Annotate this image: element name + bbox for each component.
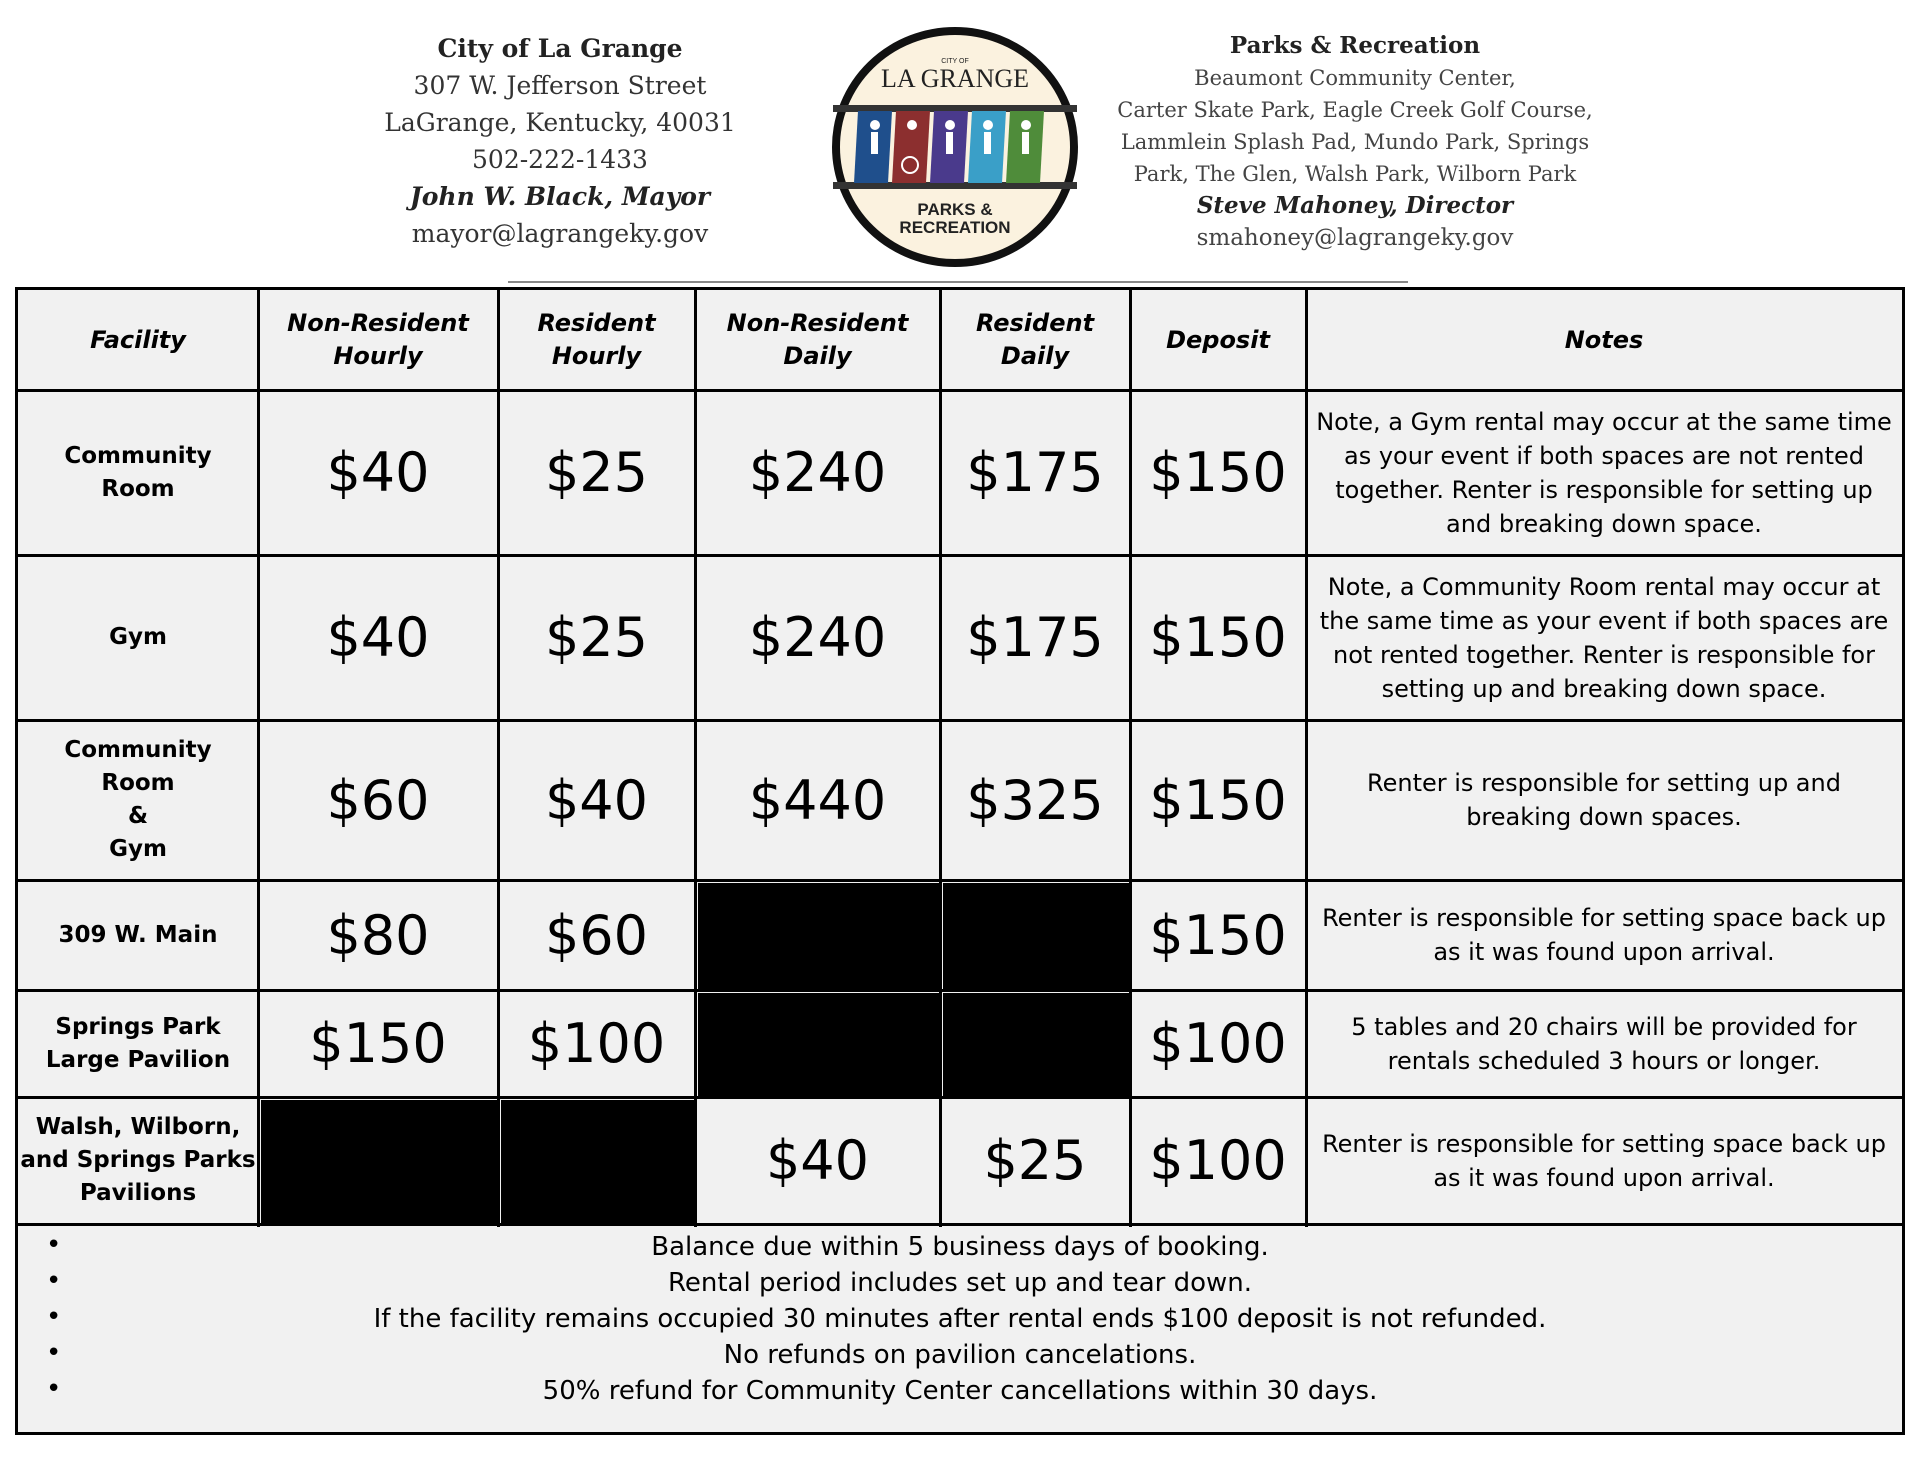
- resident-hourly-price: $25: [544, 606, 649, 669]
- rental-note: Renter is responsible for setting space back up as it was found upon arrival.: [1322, 904, 1886, 966]
- rental-rates-table: [15, 287, 1905, 1435]
- bullet-icon: •: [46, 1302, 62, 1332]
- bullet-icon: •: [46, 1374, 62, 1404]
- rental-policies: [18, 1227, 1902, 1435]
- deposit-price: $100: [1149, 1129, 1287, 1192]
- facility-name-line: Springs Park: [55, 1013, 221, 1040]
- row-divider: [18, 1096, 1902, 1099]
- parks-contact-block: [1115, 30, 1595, 254]
- row-divider: [18, 554, 1902, 557]
- row-divider: [18, 1223, 1902, 1226]
- director-name: Steve Mahoney, Director: [1196, 192, 1514, 219]
- nonresident-hourly-price: $80: [326, 903, 430, 967]
- deposit-price: $150: [1149, 606, 1287, 669]
- unavailable-cell: [501, 1100, 695, 1224]
- unavailable-cell: [698, 993, 940, 1097]
- nonresident-hourly-price: $40: [326, 441, 430, 504]
- deposit-price: $150: [1149, 441, 1287, 504]
- row-divider: [18, 389, 1902, 392]
- svg-text:RECREATION: RECREATION: [899, 218, 1011, 237]
- unavailable-cell: [943, 993, 1130, 1097]
- svg-text:PARKS &: PARKS &: [917, 200, 993, 219]
- nonresident-hourly-price: $60: [326, 768, 430, 832]
- header-deposit: Deposit: [1166, 325, 1270, 354]
- column-divider: [497, 290, 500, 1227]
- rental-note: Note, a Community Room rental may occur at the same time as your event if both spaces are not rented together. Renter is responsible for setting up and breaking down space.: [1319, 572, 1889, 703]
- facility-name-line: Large Pavilion: [45, 1046, 231, 1073]
- facility-name-line: Community: [64, 442, 212, 469]
- svg-text:CITY OF: CITY OF: [941, 58, 969, 65]
- row-divider: [18, 879, 1902, 882]
- mayor-email: mayor@lagrangeky.gov: [411, 219, 709, 248]
- facility-name: [18, 555, 258, 720]
- facility-name-line: Room: [101, 475, 175, 502]
- facility-name-line: &: [127, 803, 149, 829]
- resident-hourly-price: $60: [544, 903, 649, 967]
- header-divider: [508, 281, 1408, 283]
- policy-item: If the facility remains occupied 30 minutes after rental ends $100 deposit is not refunded.: [373, 1304, 1547, 1334]
- resident-hourly-price: $25: [544, 441, 649, 504]
- facility-name-line: Pavilions: [79, 1180, 197, 1206]
- resident-daily-price: $175: [966, 441, 1104, 504]
- header-nonresident-daily: Non-Resident Daily: [726, 309, 909, 370]
- city-contact-block: [360, 30, 760, 252]
- director-email: smahoney@lagrangeky.gov: [1196, 225, 1514, 251]
- resident-hourly-price: $100: [527, 1012, 666, 1075]
- header-facility: Facility: [90, 325, 186, 354]
- column-divider: [1305, 290, 1308, 1227]
- unavailable-cell: [698, 883, 940, 990]
- parks-recreation-logo: [830, 25, 1080, 269]
- facility-name-line: Gym: [109, 836, 167, 862]
- rental-note: Renter is responsible for setting space back up as it was found upon arrival.: [1322, 1129, 1886, 1192]
- facility-name-line: Community: [64, 737, 212, 763]
- facility-name-line: Room: [101, 770, 175, 796]
- deposit-price: $100: [1149, 1012, 1287, 1075]
- resident-daily-price: $25: [983, 1129, 1087, 1192]
- facility-name-line: 309 W. Main: [58, 921, 218, 948]
- facility-list-line-2: Carter Skate Park, Eagle Creek Golf Course,: [1117, 98, 1593, 122]
- column-divider: [694, 290, 697, 1227]
- facility-name: [18, 720, 258, 880]
- header-notes: Notes: [1564, 325, 1644, 354]
- row-divider: [18, 989, 1902, 992]
- facility-name-line: and Springs Parks: [20, 1147, 256, 1173]
- row-divider: [18, 719, 1902, 722]
- unavailable-cell: [943, 883, 1130, 990]
- header-nonresident-hourly: Non-Resident Hourly: [287, 309, 469, 370]
- bullet-icon: •: [46, 1230, 62, 1260]
- facility-name-line: Gym: [109, 624, 167, 650]
- header-resident-hourly: Resident Hourly: [537, 309, 656, 370]
- city-location: LaGrange, Kentucky, 40031: [384, 108, 736, 137]
- bullet-icon: •: [46, 1338, 62, 1368]
- nonresident-daily-price: $40: [765, 1129, 870, 1192]
- policy-item: 50% refund for Community Center cancellations within 30 days.: [542, 1376, 1378, 1406]
- policy-item: Balance due within 5 business days of booking.: [651, 1232, 1269, 1262]
- column-divider: [1129, 290, 1132, 1227]
- svg-text:LA GRANGE: LA GRANGE: [880, 64, 1030, 93]
- policy-item: Rental period includes set up and tear down.: [667, 1268, 1252, 1298]
- deposit-price: $150: [1149, 768, 1287, 832]
- facility-list-line-1: Beaumont Community Center,: [1194, 66, 1516, 90]
- nonresident-hourly-price: $150: [309, 1012, 447, 1075]
- city-name: City of La Grange: [437, 34, 683, 63]
- resident-daily-price: $175: [966, 606, 1104, 669]
- city-street: 307 W. Jefferson Street: [413, 71, 707, 100]
- deposit-price: $150: [1149, 903, 1287, 967]
- mayor-name: John W. Black, Mayor: [409, 182, 711, 211]
- resident-daily-price: $325: [966, 768, 1104, 832]
- column-divider: [939, 290, 942, 1227]
- header-resident-daily: Resident Daily: [975, 309, 1095, 370]
- nonresident-daily-price: $240: [748, 441, 887, 504]
- rental-note: Renter is responsible for setting up and breaking down spaces.: [1367, 769, 1841, 831]
- nonresident-daily-price: $240: [748, 606, 887, 669]
- facility-name: [18, 880, 258, 990]
- column-divider: [257, 290, 260, 1227]
- city-phone: 502-222-1433: [472, 145, 648, 174]
- facility-name-line: Walsh, Wilborn,: [35, 1114, 241, 1140]
- facility-list-line-3: Lammlein Splash Pad, Mundo Park, Springs: [1120, 130, 1590, 154]
- dept-name: Parks & Recreation: [1229, 32, 1481, 59]
- facility-name: [18, 990, 258, 1097]
- unavailable-cell: [261, 1100, 498, 1224]
- nonresident-daily-price: $440: [748, 768, 887, 832]
- resident-hourly-price: $40: [544, 768, 649, 832]
- facility-name: [18, 390, 258, 555]
- sports-figures-icon: [854, 111, 1044, 183]
- facility-list-line-4: Park, The Glen, Walsh Park, Wilborn Park: [1133, 162, 1577, 186]
- bullet-icon: •: [46, 1266, 62, 1296]
- rental-note: 5 tables and 20 chairs will be provided for rentals scheduled 3 hours or longer.: [1351, 1012, 1857, 1075]
- rental-note: Note, a Gym rental may occur at the same time as your event if both spaces are not rented together. Renter is responsible for setting up and breaking down space.: [1316, 407, 1892, 538]
- facility-name: [18, 1097, 258, 1224]
- nonresident-hourly-price: $40: [326, 606, 430, 669]
- policy-item: No refunds on pavilion cancelations.: [723, 1340, 1197, 1370]
